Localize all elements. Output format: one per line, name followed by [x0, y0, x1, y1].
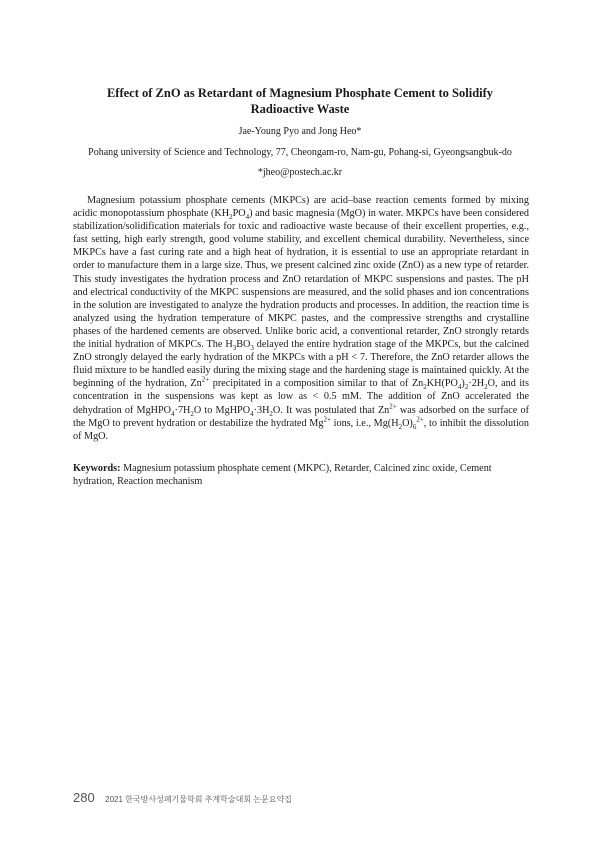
abstract-text: was adsorbed on the surface of the MgO to prevent hydration or destabilize the hydrated Mg [73, 404, 529, 429]
abstract-text: O) [402, 417, 413, 429]
subscript: 4 [457, 383, 462, 392]
abstract-text: BO [236, 339, 251, 351]
superscript: 2+ [416, 415, 424, 424]
abstract-text: O. It was postulated that Zn [272, 404, 390, 416]
superscript: 2+ [323, 415, 331, 424]
abstract-text: ·7H [174, 404, 191, 416]
subscript: 2 [398, 422, 403, 431]
subscript: 2 [190, 409, 194, 418]
paper-title [60, 85, 540, 117]
abstract-text: delayed the entire hydration stage of the MKPCs, but the calcined ZnO strongly delayed the early hydration of the MKPCs with a pH < 7. Therefore, the ZnO retarder allows the fluid mixture to be handled easily during the mixing stage and the hardening stage is maintained quickly. At the beginning of the hydration, Zn [73, 339, 529, 390]
superscript: 2+ [201, 375, 210, 384]
subscript: 4 [250, 409, 254, 418]
subscript: 2 [464, 383, 469, 392]
abstract-text: precipitated in a composition similar to that of Zn [209, 378, 424, 390]
keywords [73, 462, 529, 488]
superscript: 2+ [389, 402, 397, 411]
abstract-text: O to MgHPO [193, 404, 251, 416]
keywords-text: Magnesium potassium phosphate cement (MKPC), Retarder, Calcined zinc oxide, Cement hydration, Reaction mechanism [73, 463, 492, 488]
subscript: 2 [229, 213, 233, 222]
keywords-label: Keywords: [73, 463, 121, 474]
abstract-text: , to inhibit the dissolution of MgO. [73, 417, 529, 442]
title-line-1: Effect of ZnO as Retardant of Magnesium Phosphate Cement to Solidify [106, 86, 494, 100]
subscript: 2 [269, 409, 273, 418]
subscript: 2 [423, 383, 427, 392]
abstract-body [73, 194, 529, 443]
author-list: Jae-Young Pyo and Jong Heo* [238, 126, 362, 137]
abstract-text: ions, i.e., Mg(H [330, 417, 399, 429]
subscript: 6 [412, 422, 417, 431]
abstract-text: ·2H [468, 378, 485, 390]
abstract-text: ) [461, 378, 465, 390]
abstract-text: Magnesium potassium phosphate cements (MKPCs) are acid–base reaction cements formed by mixing acidic monopotassium phosphate (KH [73, 195, 529, 220]
corresponding-email: *jheo@postech.ac.kr [257, 167, 343, 178]
page-number: 280 [73, 790, 95, 805]
subscript: 2 [484, 383, 488, 392]
page-footer [73, 789, 292, 807]
subscript: 3 [232, 344, 237, 353]
abstract-text: ·3H [253, 404, 270, 416]
conference-name: 2021 한국방사성폐기물학회 추계학술대회 논문요약집 [105, 795, 292, 804]
abstract-text: ) and basic magnesia (MgO) in water. MKPCs have been considered stabilization/solidification materials for toxic and radioactive waste because of their excellent properties, e.g., fast setting, high early strength, good volume stability, and excellent chemical durability. Nevertheless, since MKPCs have a fast curing rate and a high heat of hydration, it is essential to use an appropriate retardant in order to manufacture them in a large size. Thus, we present calcined zinc oxide (ZnO) as a new type of retarder. This study investigates the hydration process and ZnO retardation of MKPC suspensions and pastes. The pH and electrical conductivity of the MKPC suspensions are measured, and the solid phases and ion concentrations in the solution are investigated to analyze the hydration products and processes. In addition, the reaction time is analyzed using the hydration temperature of MKPC pastes, and the compressive strengths and crystalline phases of the hardened cements are observed. Unlike boric acid, a conventional retarder, ZnO strongly retards the initial hydration of MKPCs. The H [73, 208, 529, 351]
abstract-text: KH(PO [426, 378, 458, 390]
subscript: 4 [245, 213, 250, 222]
subscript: 3 [250, 344, 254, 353]
title-line-2: Radioactive Waste [250, 102, 350, 116]
abstract-text: PO [232, 208, 246, 220]
subscript: 4 [171, 409, 175, 418]
affiliation: Pohang university of Science and Technology, 77, Cheongam-ro, Nam-gu, Pohang-si, Gyeongsangbuk-do [88, 147, 512, 158]
abstract-text: O, and its concentration in the suspensions was kept as low as < 0.5 mM. The addition of ZnO accelerated the dehydration of MgHPO [73, 378, 529, 416]
